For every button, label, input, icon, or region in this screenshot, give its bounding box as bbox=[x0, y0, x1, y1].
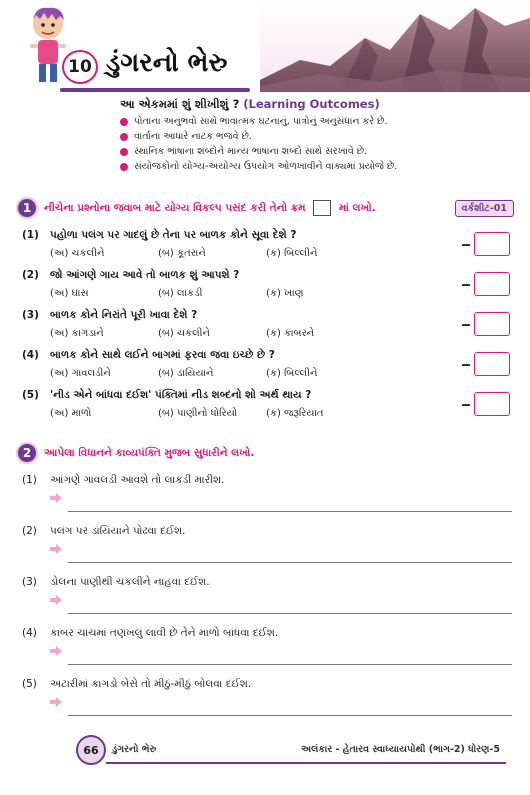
footer-book-title: અલંકાર - હેતારવ સ્વાધ્યાયપોથી (ભાગ-2) ધોરણ-5 bbox=[301, 744, 500, 755]
footer-chapter: ડુંગરનો ભેરુ bbox=[112, 744, 157, 755]
mcq-question bbox=[22, 266, 512, 302]
item-number: (2) bbox=[22, 525, 37, 537]
correction-item bbox=[22, 675, 512, 717]
answer-area[interactable] bbox=[50, 642, 512, 666]
item-text: અટારીમાં કાગડો બેસે તો મીઠું-મીઠું બોલવા દઈશ. bbox=[50, 677, 252, 690]
option-a: (અ) કાગડાને bbox=[50, 327, 104, 339]
answer-area[interactable] bbox=[50, 540, 512, 564]
answer-line bbox=[68, 664, 512, 665]
section-1-instruction bbox=[44, 200, 376, 216]
option-b: (બ) કૂતરાને bbox=[158, 247, 206, 259]
lesson-header bbox=[0, 0, 530, 95]
answer-line bbox=[68, 613, 512, 614]
option-c: (ક) ખાણ bbox=[266, 287, 304, 299]
mcq-question bbox=[22, 226, 512, 262]
instruction-part-b: માં લખો. bbox=[338, 202, 376, 214]
option-b: (બ) ડાયિયાને bbox=[158, 367, 214, 379]
option-c: (ક) કાબરને bbox=[266, 327, 315, 339]
correction-item bbox=[22, 624, 512, 666]
bullet-icon bbox=[120, 118, 128, 126]
answer-dash bbox=[462, 364, 470, 366]
answer-line bbox=[68, 715, 512, 716]
item-number: (5) bbox=[22, 678, 37, 690]
option-a: (અ) ગાવલડીને bbox=[50, 367, 111, 379]
item-text: કાબર ચાંચમાં તણખલું લાવી છે તેને માળો બાંધવા દઈશ. bbox=[50, 626, 279, 639]
arrow-right-icon bbox=[50, 595, 62, 605]
outcomes-heading-en: (Learning Outcomes) bbox=[243, 97, 380, 111]
section-2-heading bbox=[16, 442, 514, 464]
section-2-instruction: આપેલા વિધાનને કાવ્યપંક્તિ મુજબ સુધારીને લખો. bbox=[44, 446, 255, 459]
mountain-illustration bbox=[260, 0, 530, 92]
bullet-icon bbox=[120, 163, 128, 171]
arrow-right-icon bbox=[50, 493, 62, 503]
section-line bbox=[38, 462, 514, 464]
mcq-question bbox=[22, 386, 512, 422]
outcome-item bbox=[120, 131, 520, 142]
answer-box[interactable] bbox=[474, 392, 510, 416]
arrow-right-icon bbox=[50, 697, 62, 707]
section-1-heading bbox=[16, 197, 514, 219]
arrow-right-icon bbox=[50, 646, 62, 656]
correction-item bbox=[22, 471, 512, 513]
answer-box[interactable] bbox=[474, 272, 510, 296]
option-a: (અ) ઘાસ bbox=[50, 287, 89, 299]
option-b: (બ) લાકડી bbox=[158, 287, 203, 299]
outcome-text: વાર્તાના આધારે નાટક ભજવે છે. bbox=[134, 131, 252, 142]
item-text: આંગણે ગાવલડી આવશે તો લાકડી મારીશ. bbox=[50, 473, 225, 486]
item-number: (4) bbox=[22, 627, 37, 639]
title-underline bbox=[60, 88, 250, 92]
outcome-text: પોતાના અનુભવો સાથે ભાવાત્મક ઘટનાનું, પાત્રોનું અનુસંધાન કરે છે. bbox=[134, 116, 388, 127]
outcome-item bbox=[120, 161, 520, 172]
mcq-question bbox=[22, 346, 512, 382]
answer-box[interactable] bbox=[474, 232, 510, 256]
item-number: (3) bbox=[22, 576, 37, 588]
question-text: બાળક કોને સાથે લઈને બાગમાં ફરવા જવા ઇચ્છે છે ? bbox=[50, 348, 275, 361]
page-number: 66 bbox=[76, 735, 106, 765]
question-number: (3) bbox=[22, 309, 39, 321]
learning-outcomes bbox=[120, 97, 520, 172]
outcome-item bbox=[120, 146, 520, 157]
answer-area[interactable] bbox=[50, 489, 512, 513]
answer-line bbox=[68, 562, 512, 563]
option-c: (ક) જરૂરિયાત bbox=[266, 407, 324, 419]
lesson-number-badge: 10 bbox=[62, 50, 98, 84]
item-text: પલંગ પર ડાયિયાને પોઢવા દઈશ. bbox=[50, 524, 186, 537]
bullet-icon bbox=[120, 148, 128, 156]
question-number: (4) bbox=[22, 349, 39, 361]
section-line bbox=[38, 217, 514, 219]
answer-line bbox=[68, 511, 512, 512]
outcome-text: સ્થાનિક ભાષાના શબ્દોને માન્ય ભાષાના શબ્દો સાથે સરખાવે છે. bbox=[134, 146, 368, 157]
answer-dash bbox=[462, 324, 470, 326]
question-text: 'નીડ એને બાંધવા દઈશ' પંક્તિમાં નીડ શબ્દનો શો અર્થ થાય ? bbox=[50, 388, 312, 401]
item-text: ડોલના પાણીથી ચકલીને નાહવા દઈશ. bbox=[50, 575, 210, 588]
question-text: પહોળા પલંગ પર ગાદલું છે તેના પર બાળક કોને સૂવા દેશે ? bbox=[50, 228, 297, 241]
answer-box[interactable] bbox=[474, 352, 510, 376]
mcq-question bbox=[22, 306, 512, 342]
answer-dash bbox=[462, 244, 470, 246]
question-text: બાળક કોને નિરાંતે પૂરી ખાવા દેશે ? bbox=[50, 308, 198, 321]
outcome-text: સંયોજકોનો યોગ્ય-અયોગ્ય ઉપયોગ ઓળખાવીને વાક્યમાં પ્રયોજે છે. bbox=[134, 161, 398, 172]
question-text: જો આંગણે ગાય આવે તો બાળક શું આપશે ? bbox=[50, 268, 240, 281]
worksheet-tag: વર્કશીટ-01 bbox=[455, 200, 514, 217]
item-number: (1) bbox=[22, 474, 37, 486]
outcomes-heading-gu: આ એકમમાં શું શીખીશું ? bbox=[120, 97, 240, 111]
option-c: (ક) બિલ્લીને bbox=[266, 247, 318, 259]
correction-item bbox=[22, 522, 512, 564]
footer-line bbox=[106, 762, 506, 764]
answer-area[interactable] bbox=[50, 591, 512, 615]
option-c: (ક) બિલ્લીને bbox=[266, 367, 318, 379]
option-b: (બ) પાણીનો ધોરિયો bbox=[158, 407, 238, 419]
option-b: (બ) ચકલીને bbox=[158, 327, 210, 339]
section-number: 1 bbox=[16, 197, 38, 219]
bullet-icon bbox=[120, 133, 128, 141]
question-number: (5) bbox=[22, 389, 39, 401]
question-number: (2) bbox=[22, 269, 39, 281]
lesson-title: ડુંગરનો ભેરુ bbox=[106, 48, 228, 78]
answer-box-sample bbox=[313, 200, 331, 216]
correction-item bbox=[22, 573, 512, 615]
option-a: (અ) ચકલીને bbox=[50, 247, 105, 259]
answer-area[interactable] bbox=[50, 693, 512, 717]
arrow-right-icon bbox=[50, 544, 62, 554]
outcome-item bbox=[120, 116, 520, 127]
answer-dash bbox=[462, 284, 470, 286]
question-number: (1) bbox=[22, 229, 39, 241]
answer-box[interactable] bbox=[474, 312, 510, 336]
option-a: (અ) માળો bbox=[50, 407, 92, 419]
page-footer bbox=[0, 735, 530, 765]
outcomes-heading bbox=[120, 97, 520, 112]
section-number: 2 bbox=[16, 442, 38, 464]
answer-dash bbox=[462, 404, 470, 406]
instruction-part-a: નીચેના પ્રશ્નોના જવાબ માટે યોગ્ય વિકલ્પ પસંદ કરી તેનો ક્રમ bbox=[44, 202, 306, 214]
